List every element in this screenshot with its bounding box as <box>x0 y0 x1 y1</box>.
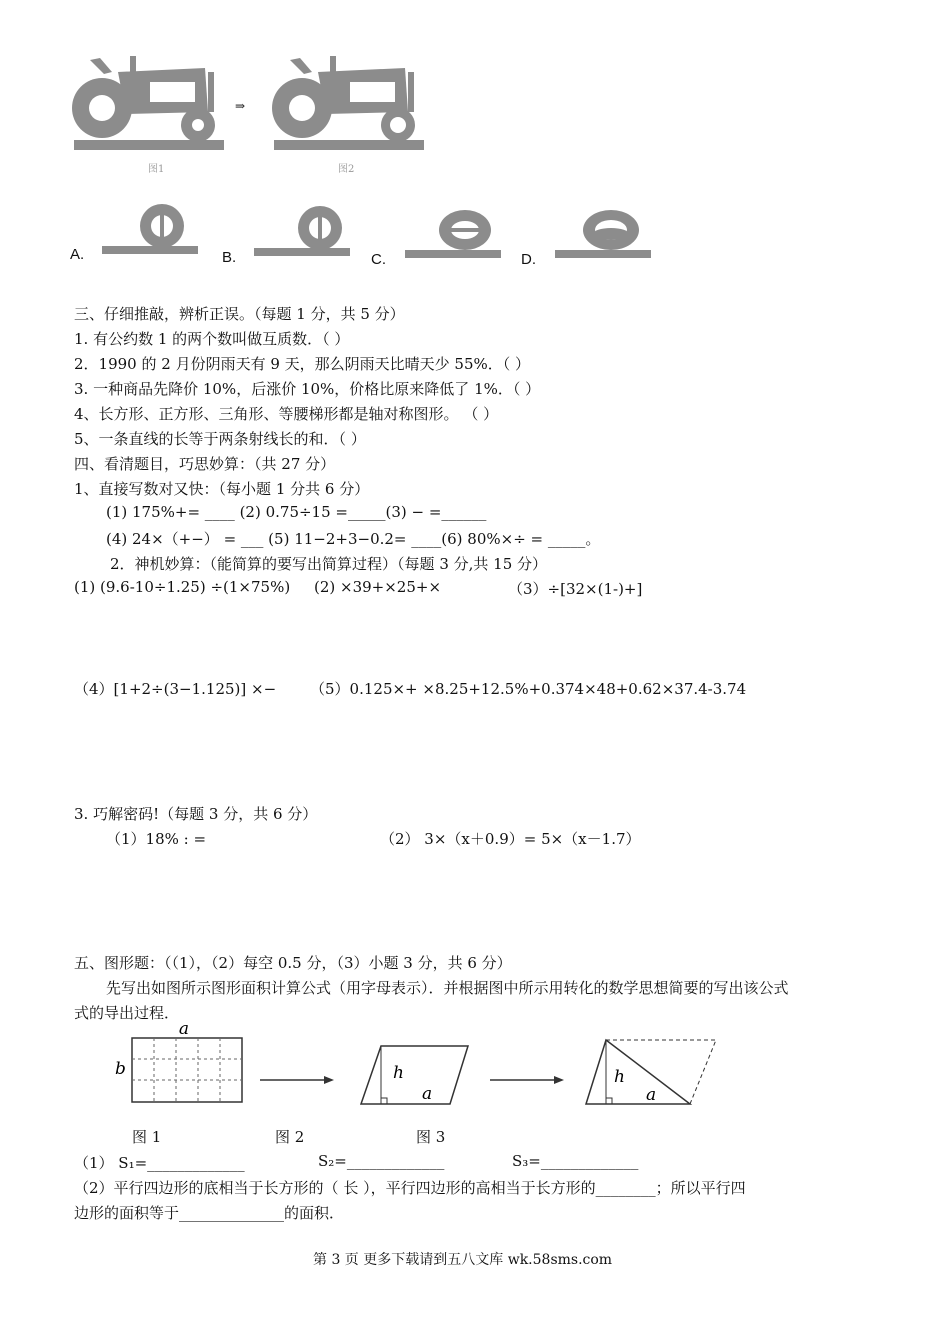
section3-item-3: 3. 一种商品先降价 10%，后涨价 10%，价格比原来降低了 1%．（ ） <box>74 380 541 398</box>
section3-item-2: 2．1990 的 2 月份阴雨天有 9 天，那么阴雨天比晴天少 55%．（ ） <box>74 355 531 373</box>
section4-sub3-title: 3. 巧解密码!（每题 3 分，共 6 分） <box>74 805 318 823</box>
figure-1-rectangle <box>115 1019 242 1102</box>
q2-line1: （2）平行四边形的底相当于长方形的（ 长 ），平行四边形的高相当于长方形的________；所以平行四 <box>74 1179 746 1197</box>
area-transformation-diagram <box>110 1018 740 1113</box>
figure-3-parallelogram-split <box>586 1040 716 1105</box>
figure-1-caption: 图 1 <box>132 1128 162 1146</box>
label-b-fig1: b <box>115 1059 126 1079</box>
option-b-label: B. <box>222 249 237 266</box>
label-a-fig3: a <box>646 1085 657 1105</box>
option-a-label: A. <box>70 246 85 263</box>
calc-problem-4: （4）[1+2÷(3−1.125)] ×− <box>74 680 277 698</box>
option-b-wheel <box>252 204 352 262</box>
section5-para-line2: 式的导出过程． <box>74 1004 180 1022</box>
section5-title: 五、图形题：（（1），（2）每空 0.5 分，（3）小题 3 分，共 6 分） <box>74 954 512 972</box>
section4-sub1-title: 1、直接写数对又快：（每小题 1 分共 6 分） <box>74 480 370 498</box>
section4-title: 四、看清题目，巧思妙算：（共 27 分） <box>74 455 336 473</box>
section3-item-5: 5、一条直线的长等于两条射线长的和．（ ） <box>74 430 366 448</box>
section4-sub1-line2: (4) 24×（+−） = ___ (5) 11−2+3−0.2= ____(6) 80%×÷ = _____。 <box>106 530 601 548</box>
q1-s3: S₃=_____________ <box>512 1152 639 1170</box>
fig1-caption: 图1 <box>148 164 165 175</box>
section4-sub2-title: 2．神机妙算：（能简算的要写出简算过程）（每题 3 分,共 15 分） <box>110 555 548 573</box>
q2-line2: 边形的面积等于______________的面积． <box>74 1204 345 1222</box>
tractor-figures <box>70 52 430 177</box>
tractor-figure-1 <box>72 56 224 150</box>
option-d-label: D. <box>521 251 536 268</box>
section5-para-line1: 先写出如图所示图形面积计算公式（用字母表示）．并根据图中所示用转化的数学思想简要的写出该公式 <box>106 979 789 997</box>
arrow-symbol: ⇒ <box>235 99 246 113</box>
equation-1: （1）18% : = <box>106 830 207 848</box>
calc-problem-3: （3）÷[32×(1-)+] <box>508 580 643 598</box>
section4-sub1-line1: (1) 175%+= ____ (2) 0.75÷15 =_____(3) − =______ <box>106 503 487 521</box>
section3-item-4: 4、长方形、正方形、三角形、等腰梯形都是轴对称图形。 （ ） <box>74 405 499 423</box>
q1-s1: （1） S₁=_____________ <box>74 1154 245 1172</box>
fig2-caption: 图2 <box>338 164 355 175</box>
option-a-wheel <box>100 202 200 260</box>
calc-problem-5: （5）0.125×+ ×8.25+12.5%+0.374×48+0.62×37.4-3.74 <box>310 680 747 698</box>
figure-2-caption: 图 2 <box>275 1128 305 1146</box>
tractor-figure-2 <box>272 56 424 150</box>
option-d-wheel <box>553 204 653 262</box>
section3-title: 三、仔细推敲，辨析正误。（每题 1 分，共 5 分） <box>74 305 405 323</box>
equation-2: （2） 3×（x＋0.9）= 5×（x－1.7） <box>380 830 641 848</box>
calc-problem-2: (2) ×39+×25+× <box>314 578 442 596</box>
label-h-fig2: h <box>393 1063 404 1083</box>
section3-item-1: 1. 有公约数 1 的两个数叫做互质数．（ ） <box>74 330 350 348</box>
q1-s2: S₂=_____________ <box>318 1152 445 1170</box>
option-c-label: C. <box>371 251 386 268</box>
figure-3-caption: 图 3 <box>416 1128 446 1146</box>
label-a-fig1: a <box>178 1019 190 1039</box>
option-c-wheel <box>403 206 503 264</box>
page-footer: 第 3 页 更多下载请到五八文库 wk.58sms.com <box>313 1252 613 1268</box>
calc-problem-1: (1) (9.6-10÷1.25) ÷(1×75%) <box>74 578 291 596</box>
figure-2-parallelogram <box>361 1046 468 1104</box>
label-h-fig3: h <box>614 1067 625 1087</box>
label-a-fig2: a <box>422 1084 433 1104</box>
